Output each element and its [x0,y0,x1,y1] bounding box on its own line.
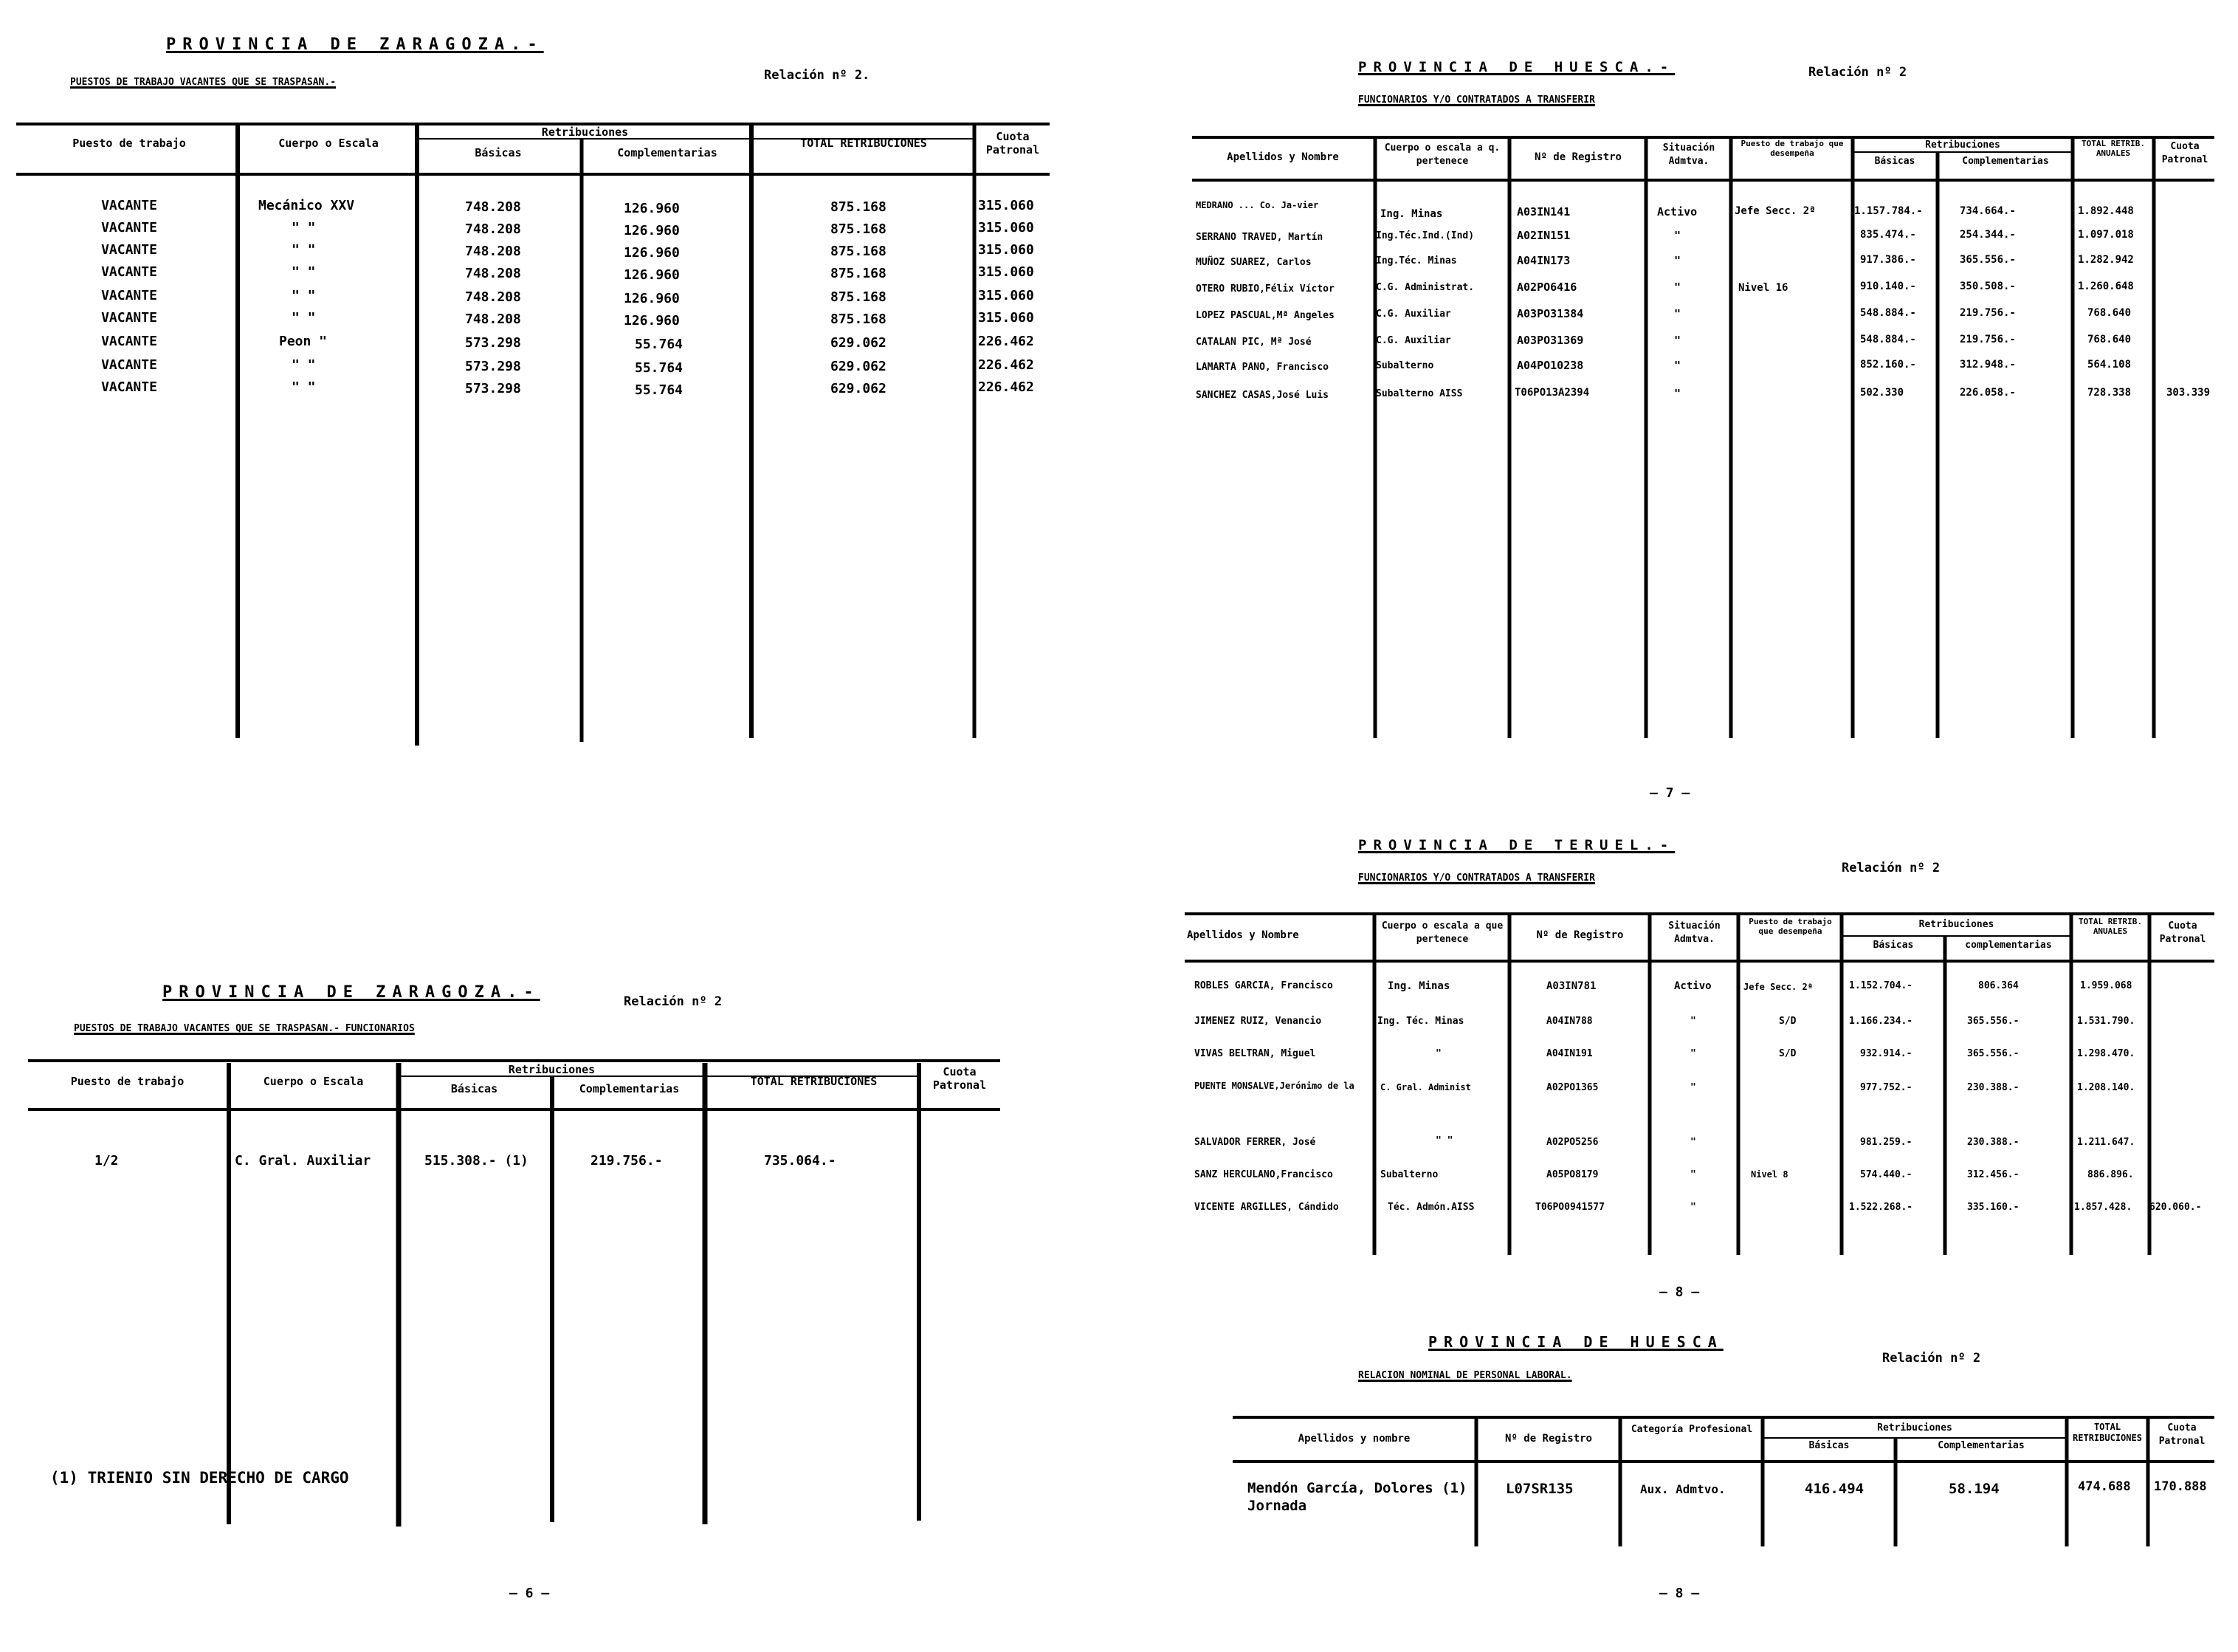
registro: A03PO31384 [1517,307,1584,320]
situacion: " [1674,359,1681,372]
header-complementarias: complementarias [1965,940,2052,951]
complementarias: 335.160.- [1967,1202,2020,1213]
puesto: VACANTE [101,198,157,213]
complementarias: 230.388.- [1967,1082,2020,1093]
header-cuota: Cuota Patronal [2158,1422,2206,1447]
total: 1.892.448 [2078,205,2134,217]
total: 768.640 [2087,334,2132,345]
puesto: Jefe Secc. 2ª [1735,205,1816,217]
apellidos: PUENTE MONSALVE,Jerónimo de la [1194,1081,1354,1091]
complementarias: 219.756.- [1960,307,2016,319]
apellidos: CATALAN PIC, Mª José [1196,337,1312,348]
complementarias: 126.960 [624,201,680,216]
basicas: 574.440.- [1860,1169,1912,1180]
cuerpo: C. Gral. Auxiliar [235,1153,371,1169]
page-c-title: PROVINCIA DE HUESCA.- [1358,59,1676,75]
cuota: 315.060 [978,242,1034,258]
complementarias: 126.960 [624,223,680,238]
situacion: " [1674,281,1681,294]
basicas: 1.166.234.- [1849,1016,1913,1027]
puesto: 1/2 [94,1153,119,1169]
page-number: — 6 — [509,1586,550,1601]
header-cuota: Cuota Patronal [985,130,1040,156]
puesto: Jefe Secc. 2ª [1743,982,1813,992]
puesto: S/D [1779,1016,1797,1027]
puesto: VACANTE [101,357,157,373]
total: 735.064.- [764,1153,836,1169]
cuerpo: " [1436,1048,1442,1059]
complementarias: 126.960 [624,245,680,261]
puesto: VACANTE [101,288,157,303]
header-retribuciones: Retribuciones [1925,140,2000,151]
header-apellidos: Apellidos y nombre [1298,1433,1411,1445]
situacion: " [1690,1169,1696,1180]
total: 875.168 [830,199,886,215]
page-number: — 8 — [1659,1586,1700,1601]
page-d-subtitle: FUNCIONARIOS Y/O CONTRATADOS A TRANSFERIR [1358,873,1595,884]
basicas: 1.157.784.- [1854,205,1923,217]
cuota: 315.060 [978,288,1034,303]
header-basicas: Básicas [1873,940,1914,951]
page-e-title: PROVINCIA DE HUESCA [1428,1333,1724,1351]
header-registro: Nº de Registro [1504,1433,1592,1445]
footnote: (1) TRIENIO SIN DERECHO DE CARGO [50,1469,349,1487]
basicas: 573.298 [465,381,521,396]
basicas: 917.386.- [1860,254,1916,266]
registro: A02PO1365 [1546,1082,1599,1093]
total: 1.857.428. [2074,1202,2132,1213]
puesto: S/D [1779,1048,1797,1059]
apellidos: VICENTE ARGILLES, Cándido [1194,1202,1339,1213]
puesto: Nivel 16 [1738,282,1788,294]
header-total: TOTAL RETRIB. ANUALES [2081,139,2146,158]
cuerpo: Ing. Minas [1380,208,1443,220]
cuerpo: Téc. Admón.AISS [1388,1202,1475,1213]
registro: A03IN141 [1517,205,1571,218]
registro: A02PO5256 [1546,1137,1599,1148]
puesto: VACANTE [101,379,157,395]
cuerpo: Peon " [279,334,328,349]
basicas: 573.298 [465,335,521,351]
cuerpo: " " [292,242,316,258]
total: 728.338 [2087,387,2132,399]
page-d-title: PROVINCIA DE TERUEL.- [1358,837,1676,853]
header-total: TOTAL RETRIBUCIONES [800,137,927,150]
page-b-subtitle: PUESTOS DE TRABAJO VACANTES QUE SE TRASPASAN.- FUNCIONARIOS [74,1023,415,1034]
header-total: TOTAL RETRIB. ANUALES [2078,917,2143,936]
situacion: Activo [1657,205,1698,218]
situacion: " [1674,254,1681,267]
cuerpo: " " [292,310,316,326]
total: 1.959.068 [2080,980,2132,991]
header-complementarias: Complementarias [579,1082,680,1095]
page-d-relacion: Relación nº 2 [1842,861,1941,875]
basicas: 748.208 [465,244,521,259]
page-e-subtitle: RELACION NOMINAL DE PERSONAL LABORAL. [1358,1370,1572,1381]
page-number: — 7 — [1650,785,1690,801]
basicas: 748.208 [465,199,521,215]
complementarias: 126.960 [624,267,680,283]
complementarias: 230.388.- [1967,1137,2020,1148]
situacion: " [1690,1016,1696,1027]
cuota: 226.462 [978,334,1034,349]
apellidos: SERRANO TRAVED, Martín [1196,232,1323,243]
registro: A04PO10238 [1517,359,1584,372]
header-cuota: Cuota Patronal [2161,141,2208,165]
puesto: VACANTE [101,334,157,349]
complementarias: 350.508.- [1960,281,2016,292]
header-puesto: Puesto de trabajo que desempeña [1741,139,1844,158]
total: 629.062 [830,335,886,351]
basicas: 981.259.- [1860,1137,1912,1148]
header-apellidos: Apellidos y Nombre [1187,929,1299,941]
basicas: 548.884.- [1860,307,1916,319]
header-complementarias: Complementarias [1938,1440,2025,1451]
header-registro: Nº de Registro [1536,929,1624,941]
cuerpo: " " [292,264,316,280]
header-total: TOTAL RETRIBUCIONES [2073,1422,2142,1443]
total: 629.062 [830,381,886,396]
situacion: " [1690,1082,1696,1093]
total: 629.062 [830,359,886,374]
cuerpo: Ing.Téc.Ind.(Ind) [1376,230,1475,241]
complementarias: 226.058.- [1960,387,2016,399]
cuerpo: C. Gral. Administ [1380,1082,1471,1092]
header-apellidos: Apellidos y Nombre [1227,151,1339,163]
total: 1.211.647. [2077,1137,2135,1148]
header-basicas: Básicas [1874,156,1915,167]
total: 1.208.140. [2077,1082,2135,1093]
situacion: " [1690,1048,1696,1059]
registro: A03PO31369 [1517,334,1584,347]
cuerpo: Mecánico XXV [258,198,355,213]
basicas: 1.522.268.- [1849,1202,1913,1213]
cuerpo: C.G. Auxiliar [1376,335,1451,346]
header-situacion: Situación Admtva. [1668,920,1721,945]
header-cuota: Cuota Patronal [2159,920,2206,945]
header-situacion: Situación Admtva. [1662,142,1715,167]
apellidos: SALVADOR FERRER, José [1194,1137,1316,1148]
header-categoria: Categoría Profesional [1631,1424,1753,1435]
apellidos: LAMARTA PANO, Francisco [1196,362,1329,373]
header-total: TOTAL RETRIBUCIONES [750,1075,878,1088]
apellidos: ROBLES GARCIA, Francisco [1194,980,1333,991]
apellidos: MUÑOZ SUAREZ, Carlos [1196,257,1312,268]
cuota: 315.060 [978,264,1034,280]
total: 1.260.648 [2078,281,2134,292]
total: 1.282.942 [2078,254,2134,266]
situacion: " [1690,1137,1696,1148]
cuerpo: Ing.Téc. Minas [1376,255,1457,266]
puesto: VACANTE [101,220,157,235]
header-basicas: Básicas [450,1082,498,1095]
apellidos: SANCHEZ CASAS,José Luis [1196,390,1329,401]
total: 474.688 [2078,1479,2131,1494]
registro: L07SR135 [1506,1481,1574,1497]
header-basicas: Básicas [1808,1440,1850,1451]
total: 564.108 [2087,359,2132,371]
header-cuerpo: Cuerpo o Escala [263,1075,364,1088]
cuota: 620.060.- [2149,1202,2202,1213]
header-retribuciones: Retribuciones [1918,919,1994,930]
complementarias: 219.756.- [591,1153,663,1169]
basicas: 852.160.- [1860,359,1916,371]
page-a-title: PROVINCIA DE ZARAGOZA.- [166,35,544,54]
cuerpo: Subalterno [1380,1169,1439,1180]
total: 1.298.470. [2077,1048,2135,1059]
registro: T06PO0941577 [1535,1202,1605,1213]
complementarias: 254.344.- [1960,229,2016,241]
registro: A04IN788 [1546,1016,1593,1027]
complementarias: 126.960 [624,291,680,306]
header-puesto: Puesto de trabajo [72,137,186,150]
basicas: 835.474.- [1860,229,1916,241]
complementarias: 365.556.- [1967,1016,2020,1027]
header-cuota: Cuota Patronal [932,1065,987,1092]
total: 875.168 [830,244,886,259]
page-e-relacion: Relación nº 2 [1882,1351,1981,1366]
cuerpo: Subalterno AISS [1376,388,1463,399]
basicas: 977.752.- [1860,1082,1912,1093]
header-puesto: Puesto de trabajo que desempeña [1749,917,1832,936]
basicas: 748.208 [465,289,521,305]
apellidos: MEDRANO ... Co. Ja-vier [1196,200,1319,210]
registro: A02IN151 [1517,229,1571,242]
cuerpo: C.G. Auxiliar [1376,309,1451,320]
basicas: 748.208 [465,312,521,327]
page-c-relacion: Relación nº 2 [1808,65,1907,80]
complementarias: 55.764 [635,360,684,376]
cuerpo: " " [292,220,316,235]
complementarias: 55.764 [635,337,684,352]
basicas: 548.884.- [1860,334,1916,345]
basicas: 502.330 [1860,387,1904,399]
cuota: 170.888 [2154,1479,2207,1494]
header-registro: Nº de Registro [1534,151,1622,163]
total: 1.531.790. [2077,1016,2135,1027]
total: 875.168 [830,221,886,237]
basicas: 932.914.- [1860,1048,1912,1059]
complementarias: 312.948.- [1960,359,2016,371]
header-cuerpo: Cuerpo o escala a q. pertenece [1384,142,1501,167]
page-b-relacion: Relación nº 2 [624,994,723,1009]
puesto: VACANTE [101,310,157,326]
cuerpo: " " [292,288,316,303]
cuerpo: Ing. Téc. Minas [1377,1016,1464,1027]
situacion: " [1690,1202,1696,1213]
apellidos: Mendón García, Dolores (1) Jornada [1247,1480,1467,1514]
total: 886.896. [2087,1169,2134,1180]
registro: A02PO6416 [1517,281,1577,294]
cuerpo: " " [1436,1135,1453,1146]
situacion: " [1674,229,1681,242]
page-b-title: PROVINCIA DE ZARAGOZA.- [162,983,540,1002]
complementarias: 219.756.- [1960,334,2016,345]
situacion: " [1674,307,1681,320]
complementarias: 365.556.- [1960,254,2016,266]
complementarias: 126.960 [624,313,680,328]
cuerpo: " " [292,379,316,395]
basicas: 748.208 [465,221,521,237]
apellidos: SANZ HERCULANO,Francisco [1194,1169,1333,1180]
complementarias: 58.194 [1949,1481,2000,1497]
registro: A04IN191 [1546,1048,1593,1059]
basicas: 515.308.- (1) [424,1153,528,1169]
cuota: 226.462 [978,379,1034,395]
header-complementarias: Complementarias [617,146,717,159]
complementarias: 55.764 [635,382,684,398]
total: 875.168 [830,312,886,327]
basicas: 910.140.- [1860,281,1916,292]
basicas: 748.208 [465,266,521,281]
cuota: 303.339 [2166,387,2211,399]
page-c-subtitle: FUNCIONARIOS Y/O CONTRATADOS A TRANSFERIR [1358,94,1595,106]
complementarias: 806.364 [1978,980,2019,991]
registro: T06PO13A2394 [1515,387,1590,399]
total: 875.168 [830,266,886,281]
complementarias: 365.556.- [1967,1048,2020,1059]
complementarias: 734.664.- [1960,205,2016,217]
header-retribuciones: Retribuciones [1877,1422,1952,1434]
cuota: 315.060 [978,198,1034,213]
header-puesto: Puesto de trabajo [70,1075,185,1088]
situacion: " [1674,387,1681,400]
apellidos: VIVAS BELTRAN, Miguel [1194,1048,1316,1059]
basicas: 416.494 [1805,1481,1865,1497]
registro: A03IN781 [1546,980,1597,992]
header-retribuciones: Retribuciones [541,125,629,139]
complementarias: 312.456.- [1967,1169,2020,1180]
header-retribuciones: Retribuciones [508,1063,596,1076]
page-number: — 8 — [1659,1284,1700,1300]
cuota: 315.060 [978,310,1034,326]
puesto: VACANTE [101,264,157,280]
situacion: " [1674,334,1681,347]
cuerpo: Subalterno [1376,360,1434,371]
puesto: Nivel 8 [1751,1169,1788,1180]
cuerpo: " " [292,357,316,373]
header-basicas: Básicas [475,146,522,159]
situacion: Activo [1674,980,1712,992]
total: 1.097.018 [2078,229,2134,241]
cuota: 226.462 [978,357,1034,373]
page-a-relacion: Relación nº 2. [764,68,870,83]
registro: A04IN173 [1517,254,1571,267]
total: 875.168 [830,289,886,305]
page-a-subtitle: PUESTOS DE TRABAJO VACANTES QUE SE TRASPASAN.- [70,77,337,88]
header-cuerpo: Cuerpo o Escala [278,137,379,150]
header-cuerpo: Cuerpo o escala a que pertenece [1381,920,1504,945]
header-complementarias: Complementarias [1962,156,2049,167]
basicas: 573.298 [465,359,521,374]
registro: A05PO8179 [1546,1169,1599,1180]
cuerpo: Ing. Minas [1388,980,1450,992]
cuota: 315.060 [978,220,1034,235]
apellidos: OTERO RUBIO,Félix Víctor [1196,283,1335,295]
total: 768.640 [2087,307,2132,319]
cuerpo: C.G. Administrat. [1376,282,1475,293]
apellidos: LOPEZ PASCUAL,Mª Angeles [1196,310,1335,321]
basicas: 1.152.704.- [1849,980,1913,991]
apellidos: JIMENEZ RUIZ, Venancio [1194,1016,1322,1027]
puesto: VACANTE [101,242,157,258]
categoria: Aux. Admtvo. [1640,1482,1726,1496]
